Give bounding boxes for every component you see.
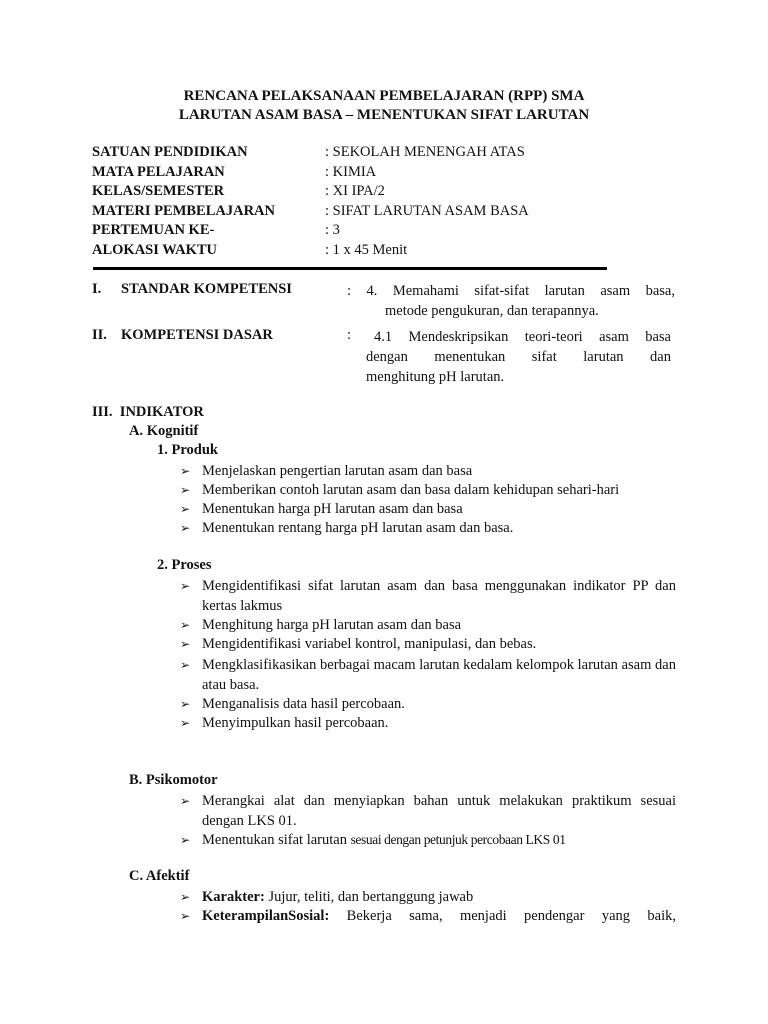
list-item: [180, 887, 676, 907]
identity-label: MATERI PEMBELAJARAN: [92, 203, 275, 219]
subsection-heading: A. Kognitif: [129, 423, 199, 439]
text-line: dengan menentukan sifat larutan dan: [366, 349, 671, 365]
list-item: [180, 830, 676, 850]
arrowhead-bullet-icon: ➢: [180, 483, 191, 497]
list-item: ➢ Menyimpulkan hasil percobaan.: [180, 715, 389, 731]
section-heading: KOMPETENSI DASAR: [121, 327, 273, 343]
list-item: ➢ Menghitung harga pH larutan asam dan basa: [180, 617, 462, 633]
list-item-label: KeterampilanSosial:: [202, 908, 330, 924]
standar-kompetensi-text: [347, 281, 675, 321]
list-item: ➢ Mengidentifikasi variabel kontrol, manipulasi, dan bebas.: [180, 636, 537, 652]
identity-label: KELAS/SEMESTER: [92, 183, 225, 199]
arrowhead-bullet-icon: ➢: [180, 579, 191, 593]
identity-value: : 1 x 45 Menit: [325, 242, 408, 258]
subsubsection-heading: 1. Produk: [157, 442, 218, 458]
document-title-line2: LARUTAN ASAM BASA – MENENTUKAN SIFAT LARUTAN: [178, 107, 590, 123]
list-item-label: Karakter:: [202, 889, 265, 905]
section-number: II.: [92, 327, 107, 343]
arrowhead-bullet-icon: ➢: [180, 716, 191, 730]
list-item: ➢ Mengidentifikasi sifat larutan asam dan basa menggunakan indikator PP dan kertas lakmus: [180, 578, 676, 614]
arrowhead-bullet-icon: ➢: [180, 909, 191, 923]
section-heading: III. INDIKATOR: [92, 404, 204, 420]
identity-value: : KIMIA: [325, 164, 377, 180]
list-item-text: Menentukan sifat larutan: [202, 832, 347, 848]
arrowhead-bullet-icon: ➢: [180, 890, 191, 904]
arrowhead-bullet-icon: ➢: [180, 794, 191, 808]
section-colon: :: [347, 327, 352, 343]
list-item: ➢ Menentukan rentang harga pH larutan asam dan basa.: [180, 520, 514, 536]
list-item: ➢ Memberikan contoh larutan asam dan basa dalam kehidupan sehari-hari: [180, 482, 620, 498]
identity-label: ALOKASI WAKTU: [92, 242, 218, 258]
text-line: menghitung pH larutan.: [366, 369, 505, 385]
identity-value: : XI IPA/2: [325, 183, 385, 199]
list-item: ➢ Merangkai alat dan menyiapkan bahan untuk melakukan praktikum sesuai dengan LKS 01.: [180, 793, 676, 829]
arrowhead-bullet-icon: ➢: [180, 833, 191, 847]
identity-label: PERTEMUAN KE-: [92, 222, 215, 238]
identity-value: : SEKOLAH MENENGAH ATAS: [325, 144, 525, 160]
identity-label: MATA PELAJARAN: [92, 164, 225, 180]
arrowhead-bullet-icon: ➢: [180, 464, 191, 478]
arrowhead-bullet-icon: ➢: [180, 502, 191, 516]
list-item: [180, 906, 676, 926]
subsubsection-heading: 2. Proses: [157, 557, 212, 573]
arrowhead-bullet-icon: ➢: [180, 658, 191, 672]
horizontal-rule: [93, 267, 607, 270]
identity-value: : SIFAT LARUTAN ASAM BASA: [325, 203, 529, 219]
arrowhead-bullet-icon: ➢: [180, 618, 191, 632]
kompetensi-dasar-text: [366, 327, 671, 387]
text-line: 4.1 Mendeskripsikan teori-teori asam basa: [374, 329, 671, 345]
document-title-line1: RENCANA PELAKSANAAN PEMBELAJARAN (RPP) SMA: [183, 88, 585, 104]
section-heading: STANDAR KOMPETENSI: [121, 281, 292, 297]
subsection-heading: B. Psikomotor: [129, 772, 218, 788]
subsection-heading: C. Afektif: [129, 868, 190, 884]
list-item-text: Bekerja sama, menjadi pendengar yang baik,: [329, 908, 676, 924]
list-item: ➢ Menentukan harga pH larutan asam dan basa: [180, 501, 463, 517]
arrowhead-bullet-icon: ➢: [180, 521, 191, 535]
identity-label: SATUAN PENDIDIKAN: [92, 144, 248, 160]
text-line: : 4. Memahami sifat-sifat larutan asam basa,: [347, 283, 675, 299]
arrowhead-bullet-icon: ➢: [180, 697, 191, 711]
list-item: ➢ Mengklasifikasikan berbagai macam larutan kedalam kelompok larutan asam dan atau basa.: [180, 657, 676, 693]
section-number: I.: [92, 281, 102, 297]
list-item-text-condensed: sesuai dengan petunjuk percobaan LKS 01: [350, 832, 566, 847]
list-item-text: Jujur, teliti, dan bertanggung jawab: [264, 889, 474, 905]
arrowhead-bullet-icon: ➢: [180, 637, 191, 651]
identity-value: : 3: [325, 222, 340, 238]
list-item: ➢ Menganalisis data hasil percobaan.: [180, 696, 405, 712]
text-line: metode pengukuran, dan terapannya.: [385, 303, 599, 319]
list-item: ➢ Menjelaskan pengertian larutan asam dan basa: [180, 463, 473, 479]
